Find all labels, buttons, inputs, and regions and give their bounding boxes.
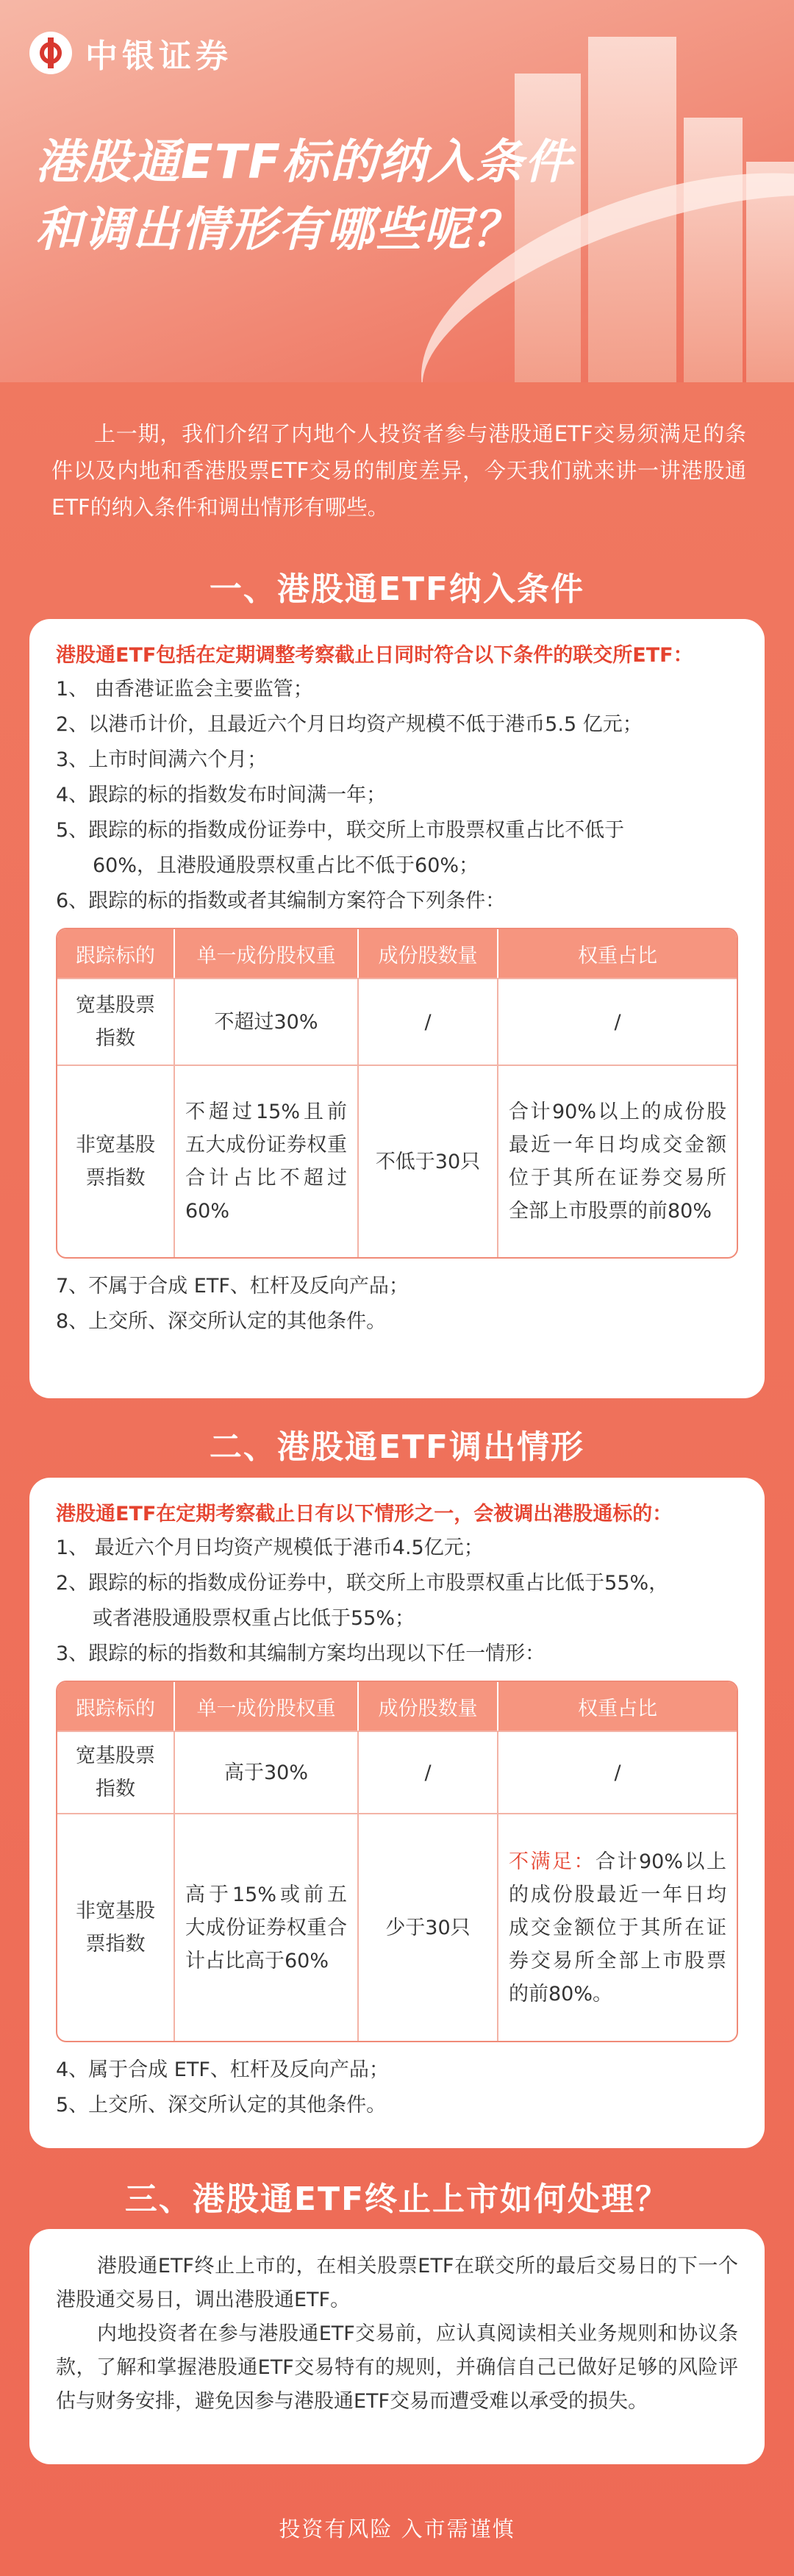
list-item: 7、不属于合成 ETF、杠杆及反向产品； bbox=[56, 1275, 409, 1298]
list-item: 6、跟踪的标的指数或者其编制方案符合下列条件： bbox=[56, 890, 506, 912]
table-cell: 不低于30只 bbox=[359, 1065, 498, 1257]
list-item: 1、 最近六个月日均资产规模低于港币4.5亿元； bbox=[56, 1536, 484, 1559]
list-item: 4、跟踪的标的指数发布时间满一年； bbox=[56, 784, 387, 806]
table-row bbox=[57, 978, 737, 1065]
table-cell: / bbox=[359, 1731, 498, 1813]
section2-lead: 港股通ETF在定期考察截止日有以下情形之一，会被调出港股通标的： bbox=[56, 1503, 673, 1525]
table-cell: 不超过15%且前五大成份证券权重合计占比不超过60% bbox=[175, 1065, 359, 1257]
list-item: 3、跟踪的标的指数和其编制方案均出现以下任一情形： bbox=[56, 1642, 546, 1665]
intro-paragraph: 上一期，我们介绍了内地个人投资者参与港股通ETF交易须满足的条件以及内地和香港股票ETF交易的制度差异，今天我们就来讲一讲港股通ETF的纳入条件和调出情形有哪些。 bbox=[51, 421, 746, 520]
section3-title: 三、港股通ETF终止上市如何处理？ bbox=[124, 2180, 670, 2218]
table-cell: 非宽基股票指数 bbox=[57, 1065, 175, 1257]
list-item-text: 2、跟踪的标的指数成份证券中，联交所上市股票权重占比低于55%， bbox=[56, 1572, 669, 1595]
table-header-cell: 成份股数量 bbox=[359, 1682, 498, 1731]
section3-card bbox=[29, 2229, 765, 2464]
table-header-row bbox=[57, 1682, 737, 1731]
table-row bbox=[57, 1813, 737, 2041]
list-item bbox=[56, 1566, 738, 1636]
list-item bbox=[56, 813, 738, 884]
list-item: 3、上市时间满六个月； bbox=[56, 748, 268, 771]
brand-name: 中银证券 bbox=[85, 37, 232, 75]
table-cell: 不超过30% bbox=[175, 978, 359, 1065]
table-header-cell: 权重占比 bbox=[498, 929, 737, 978]
list-item: 1、 由香港证监会主要监管； bbox=[56, 678, 313, 701]
table-cell bbox=[498, 1813, 737, 2041]
hero-banner bbox=[0, 0, 794, 382]
list-item: 4、属于合成 ETF、杠杆及反向产品； bbox=[56, 2058, 389, 2081]
table-cell: 高于15%或前五大成份证券权重合计占比高于60% bbox=[175, 1813, 359, 2041]
list-item-continuation: 或者港股通股票权重占比低于55%； bbox=[93, 1607, 415, 1630]
table-header-cell: 单一成份股权重 bbox=[175, 1682, 359, 1731]
table-cell: / bbox=[498, 978, 737, 1065]
weight-condition-text: 合计90%以上的成份股最近一年日均成交金额位于其所在证券交易所全部上市股票的前80%。 bbox=[509, 1850, 727, 2006]
risk-disclaimer: 投资有风险 入市需谨慎 bbox=[279, 2516, 515, 2541]
page-title bbox=[35, 129, 573, 264]
removal-criteria-table bbox=[56, 1681, 738, 2042]
list-item-continuation: 60%，且港股通股票权重占比不低于60%； bbox=[93, 854, 479, 877]
table-row bbox=[57, 1731, 737, 1813]
section3-paragraph-2: 内地投资者在参与港股通ETF交易前，应认真阅读相关业务规则和协议条款，了解和掌握港股通ETF交易特有的规则，并确信自己已做好足够的风险评估与财务安排，避免因参与港股通ETF交易而遭受难以承受的损失。 bbox=[56, 2322, 738, 2413]
inclusion-criteria-table bbox=[56, 928, 738, 1259]
table-cell: 宽基股票指数 bbox=[57, 978, 175, 1065]
section1-card bbox=[29, 619, 765, 1398]
list-item: 8、上交所、深交所认定的其他条件。 bbox=[56, 1310, 387, 1333]
bank-logo-icon bbox=[29, 32, 72, 74]
title-line-1: 港股通ETF标的纳入条件 bbox=[35, 135, 573, 190]
section2-card bbox=[29, 1478, 765, 2148]
table-header-cell: 成份股数量 bbox=[359, 929, 498, 978]
list-item: 2、以港币计价，且最近六个月日均资产规模不低于港币5.5 亿元； bbox=[56, 713, 643, 736]
table-cell: 非宽基股票指数 bbox=[57, 1813, 175, 2041]
table-cell: 宽基股票指数 bbox=[57, 1731, 175, 1813]
table-row bbox=[57, 1065, 737, 1257]
table-cell: 高于30% bbox=[175, 1731, 359, 1813]
brand-logo bbox=[29, 29, 232, 76]
table-cell: 少于30只 bbox=[359, 1813, 498, 2041]
table-cell: / bbox=[359, 978, 498, 1065]
list-item: 5、上交所、深交所认定的其他条件。 bbox=[56, 2094, 387, 2117]
table-header-cell: 权重占比 bbox=[498, 1682, 737, 1731]
table-header-row bbox=[57, 929, 737, 978]
table-header-cell: 跟踪标的 bbox=[57, 929, 175, 978]
section3-paragraph-1: 港股通ETF终止上市的，在相关股票ETF在联交所的最后交易日的下一个港股通交易日，调出港股通ETF。 bbox=[56, 2255, 738, 2311]
list-item-text: 5、跟踪的标的指数成份证券中，联交所上市股票权重占比不低于 bbox=[56, 819, 625, 842]
section1-title: 一、港股通ETF纳入条件 bbox=[209, 570, 585, 608]
table-cell: 合计90%以上的成份股最近一年日均成交金额位于其所在证券交易所全部上市股票的前80% bbox=[498, 1065, 737, 1257]
table-header-cell: 单一成份股权重 bbox=[175, 929, 359, 978]
section2-title: 二、港股通ETF调出情形 bbox=[209, 1428, 585, 1466]
not-satisfy-label: 不满足： bbox=[509, 1850, 596, 1873]
table-header-cell: 跟踪标的 bbox=[57, 1682, 175, 1731]
table-cell: / bbox=[498, 1731, 737, 1813]
section1-lead: 港股通ETF包括在定期调整考察截止日同时符合以下条件的联交所ETF： bbox=[56, 644, 693, 667]
title-line-2: 和调出情形有哪些呢？ bbox=[35, 203, 521, 257]
